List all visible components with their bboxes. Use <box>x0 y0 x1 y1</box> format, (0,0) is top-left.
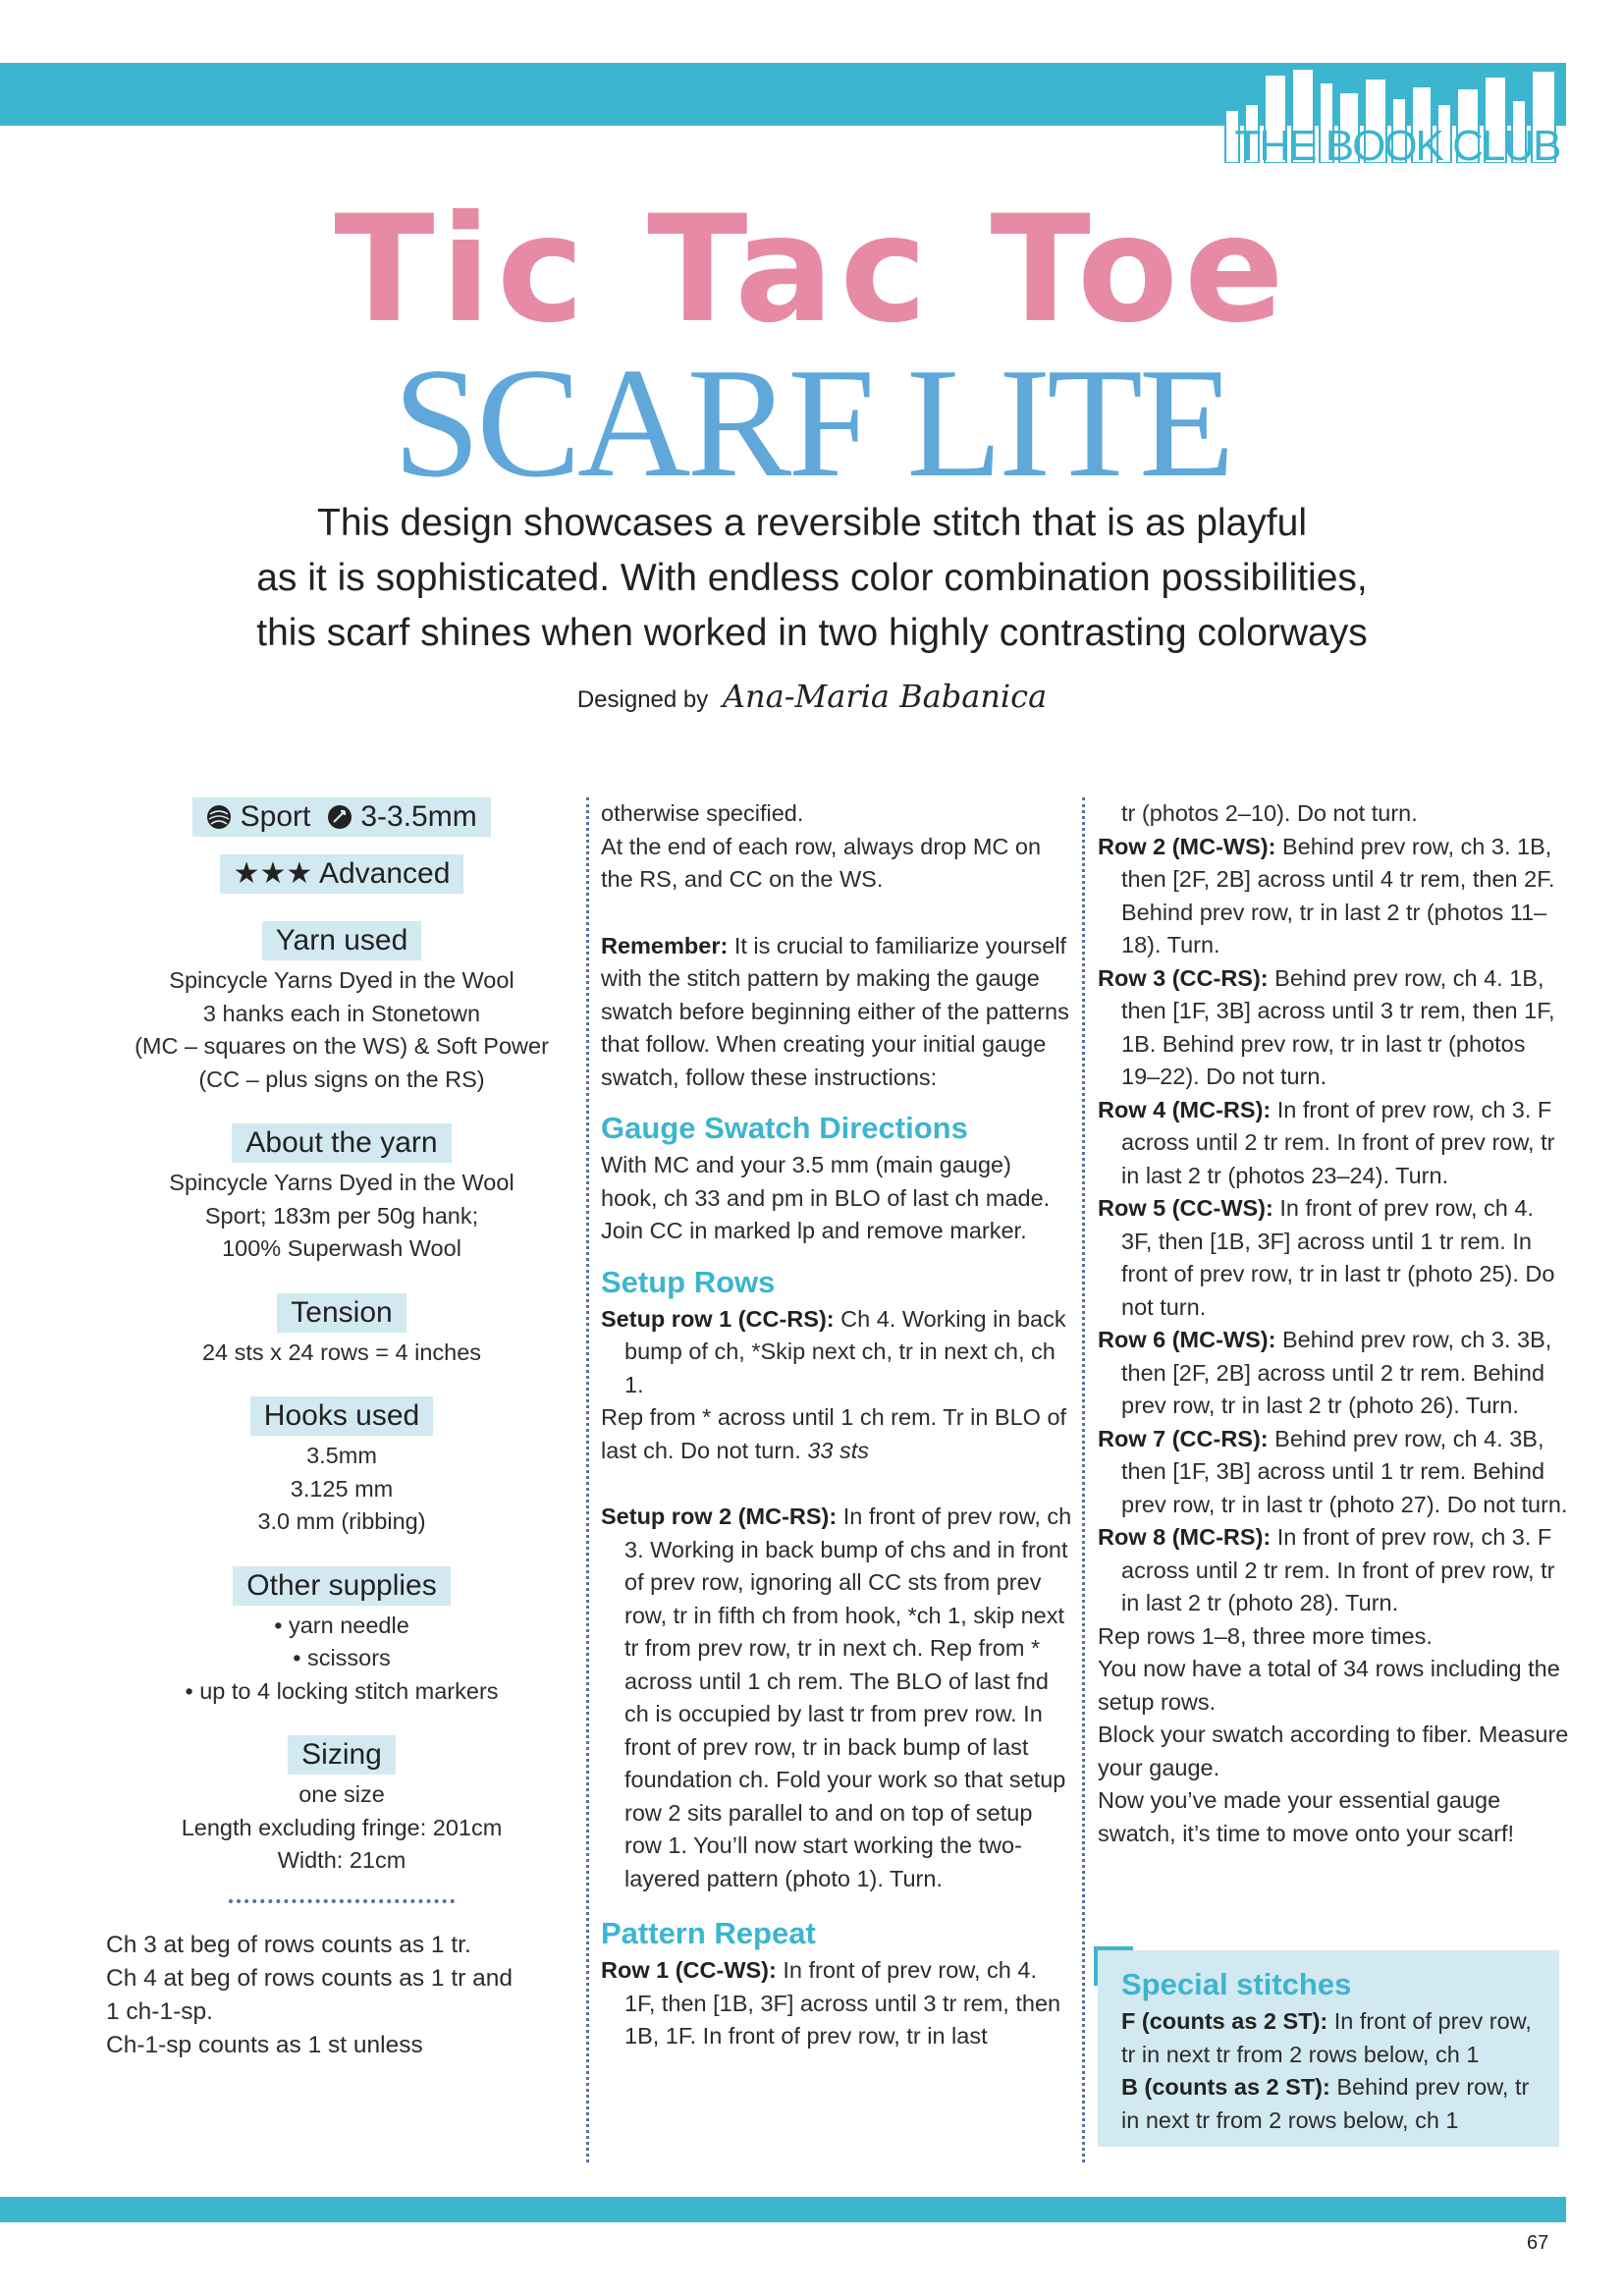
row-5 <box>1098 1192 1569 1324</box>
sizing-title: Sizing <box>288 1735 396 1775</box>
gauge-heading: Gauge Swatch Directions <box>601 1111 968 1145</box>
hook-icon <box>327 800 352 833</box>
skill-level-row <box>106 854 577 894</box>
section-label: THE BOOK CLUB <box>1234 122 1560 170</box>
row-3 <box>1098 962 1569 1094</box>
paragraph: otherwise specified. <box>601 800 804 826</box>
row-1-continued: tr (photos 2–10). Do not turn. <box>1121 800 1418 826</box>
setup-heading: Setup Rows <box>601 1264 776 1299</box>
hooks-text <box>106 1440 577 1539</box>
instructions-column-1 <box>601 797 1072 2053</box>
row-label: Row 7 (CC-RS): <box>1098 1425 1269 1451</box>
sizing-text <box>106 1778 577 1878</box>
intro-text <box>118 496 1506 661</box>
row-text: Behind prev row, ch 3. 1B, then [2F, 2B] across until 4 tr rem, then 2F. Behind prev row, tr in last 2 tr (photos 11–18). Turn. <box>1121 833 1555 957</box>
row-1-label: Row 1 (CC-WS): <box>601 1957 777 1983</box>
sizing-line: Length excluding fringe: 201cm <box>181 1814 503 1840</box>
stitch-notes <box>106 1929 577 2062</box>
column-divider <box>1082 797 1085 2162</box>
hook-line: 3.0 mm (ribbing) <box>257 1508 426 1534</box>
about-yarn-title: About the yarn <box>232 1123 451 1163</box>
pattern-repeat-heading: Pattern Repeat <box>601 1916 816 1950</box>
yarn-used-line: (CC – plus signs on the RS) <box>198 1066 485 1092</box>
paragraph: You now have a total of 34 rows including the setup rows. <box>1098 1656 1560 1715</box>
special-stitches-title: Special stitches <box>1121 1967 1352 2001</box>
paragraph: At the end of each row, always drop MC on the RS, and CC on the WS. <box>601 833 1042 892</box>
supply-line: • yarn needle <box>274 1612 409 1638</box>
row-6 <box>1098 1324 1569 1423</box>
special-f-label: F (counts as 2 ST): <box>1121 2008 1328 2034</box>
row-text: In front of prev row, ch 4. 3F, then [1B, 3F] across until 1 tr rem. In front of prev row, tr in last tr (photo 25). Do not turn. <box>1121 1195 1555 1320</box>
sizing-heading <box>106 1735 577 1775</box>
sizing-line: one size <box>298 1781 385 1807</box>
yarn-used-heading <box>106 921 577 960</box>
title-line-2: SCARF LITE <box>393 335 1231 510</box>
dotted-divider <box>229 1899 455 1903</box>
yarn-used-line: (MC – squares on the WS) & Soft Power <box>135 1033 549 1059</box>
row-2 <box>1098 831 1569 962</box>
column-divider <box>586 797 589 2162</box>
setup-row-2 <box>601 1501 1072 1895</box>
row-text: Behind prev row, ch 4. 3B, then [1F, 3B] across until 1 tr rem. Behind prev row, tr in last tr (photo 27). Do not turn. <box>1121 1425 1568 1517</box>
yarn-weight: Sport <box>240 800 311 833</box>
note-line: Ch-1-sp counts as 1 st unless <box>106 2031 423 2058</box>
paragraph: Block your swatch according to fiber. Measure your gauge. <box>1098 1722 1569 1780</box>
setup-row-1-repeat <box>601 1401 1072 1467</box>
row-text: Behind prev row, ch 4. 1B, then [1F, 3B] across until 3 tr rem, then 1F, 1B. Behind prev row, tr in last tr (photos 19–22). Do not turn. <box>1121 964 1555 1089</box>
row-text: In front of prev row, ch 3. F across until 2 tr rem. In front of prev row, tr in last 2 tr (photo 28). Turn. <box>1121 1524 1555 1615</box>
row-text: Behind prev row, ch 3. 3B, then [2F, 2B] across until 2 tr rem. Behind prev row, tr in last 2 tr (photo 26). Turn. <box>1121 1327 1552 1418</box>
designer-name: Ana-Maria Babanica <box>722 678 1048 715</box>
hook-line: 3.5mm <box>306 1443 377 1468</box>
skill-level: ★★★ Advanced <box>220 854 464 894</box>
bottom-color-band <box>0 2197 1566 2222</box>
hook-line: 3.125 mm <box>290 1475 394 1502</box>
about-yarn-line: 100% Superwash Wool <box>222 1235 461 1261</box>
row-1-text: In front of prev row, ch 4. 1F, then [1B, 3F] across until 3 tr rem, then 1B, 1F. In front of prev row, tr in last <box>624 1957 1061 2049</box>
yarn-used-line: 3 hanks each in Stonetown <box>202 1000 481 1026</box>
remember-text: It is crucial to familiarize yourself with the stitch pattern by making the gauge swatch before beginning either of the patterns that follow. When creating your initial gauge swatch, follow these instructions: <box>601 932 1069 1090</box>
about-yarn-line: Sport; 183m per 50g hank; <box>204 1202 479 1229</box>
special-stitches-box <box>1098 1950 1559 2147</box>
tension-title: Tension <box>277 1293 406 1333</box>
special-b-text: Behind prev row, tr in next tr from 2 rows below, ch 1 <box>1121 2074 1530 2133</box>
hooks-heading <box>106 1396 577 1436</box>
about-yarn-heading <box>106 1123 577 1163</box>
row-text: In front of prev row, ch 3. F across until 2 tr rem. In front of prev row, tr in last 2 tr (photos 23–24). Turn. <box>1121 1096 1555 1188</box>
note-line: Ch 4 at beg of rows counts as 1 tr and <box>106 1964 514 1992</box>
hook-size: 3-3.5mm <box>360 800 477 833</box>
special-f <box>1121 2005 1543 2071</box>
page-number: 67 <box>1527 2232 1549 2254</box>
row-7 <box>1098 1423 1569 1522</box>
supplies-text <box>106 1610 577 1709</box>
remember-paragraph <box>601 930 1072 1095</box>
intro-line: as it is sophisticated. With endless color combination possibilities, <box>256 557 1368 599</box>
supplies-title: Other supplies <box>233 1566 450 1606</box>
tension-text: 24 sts x 24 rows = 4 inches <box>201 1339 482 1365</box>
row-8 <box>1098 1521 1569 1620</box>
special-b-label: B (counts as 2 ST): <box>1121 2074 1330 2100</box>
title-line-1: Tic Tac Toe <box>334 185 1290 355</box>
yarn-used-text <box>106 964 577 1096</box>
setup-row-1-text: Ch 4. Working in back bump of ch, *Skip next ch, tr in next ch, ch 1. <box>624 1305 1066 1397</box>
yarn-used-line: Spincycle Yarns Dyed in the Wool <box>169 967 514 993</box>
about-yarn-text <box>106 1167 577 1266</box>
setup-row-1 <box>601 1303 1072 1402</box>
note-line: Ch 3 at beg of rows counts as 1 tr. <box>106 1931 471 1958</box>
stitch-count: 33 sts <box>807 1437 870 1463</box>
row-label: Row 5 (CC-WS): <box>1098 1195 1273 1221</box>
instructions-column-2 <box>1098 797 1569 1850</box>
designer-credit <box>0 678 1624 715</box>
sidebar-column <box>106 797 577 2062</box>
setup-row-1-repeat-text: Rep from * across until 1 ch rem. Tr in BLO of last ch. Do not turn. <box>601 1404 1067 1463</box>
tension-heading <box>106 1293 577 1333</box>
about-yarn-line: Spincycle Yarns Dyed in the Wool <box>169 1170 514 1195</box>
row-label: Row 2 (MC-WS): <box>1098 833 1276 859</box>
sizing-line: Width: 21cm <box>277 1847 406 1873</box>
row-label: Row 4 (MC-RS): <box>1098 1096 1272 1122</box>
supply-line: • up to 4 locking stitch markers <box>185 1677 499 1704</box>
row-4 <box>1098 1094 1569 1193</box>
yarn-used-title: Yarn used <box>262 921 422 960</box>
remember-label: Remember: <box>601 932 729 958</box>
gauge-text: With MC and your 3.5 mm (main gauge) hook, ch 33 and pm in BLO of last ch made. Join CC in marked lp and remove marker. <box>601 1152 1051 1243</box>
intro-line: This design showcases a reversible stitch that is as playful <box>317 502 1307 544</box>
setup-row-2-label: Setup row 2 (MC-RS): <box>601 1503 838 1529</box>
setup-row-1-label: Setup row 1 (CC-RS): <box>601 1305 835 1332</box>
note-line: 1 ch-1-sp. <box>106 1997 213 2025</box>
intro-line: this scarf shines when worked in two highly contrasting colorways <box>256 612 1368 654</box>
paragraph: Rep rows 1–8, three more times. <box>1098 1622 1433 1649</box>
yarn-ball-icon <box>206 800 232 833</box>
supplies-heading <box>106 1566 577 1606</box>
weight-hook-row <box>106 797 577 837</box>
special-f-text: In front of prev row, tr in next tr from 2 rows below, ch 1 <box>1121 2008 1532 2067</box>
paragraph: Now you’ve made your essential gauge swatch, it’s time to move onto your scarf! <box>1098 1787 1515 1846</box>
row-label: Row 6 (MC-WS): <box>1098 1327 1276 1352</box>
row-label: Row 8 (MC-RS): <box>1098 1524 1272 1550</box>
row-1 <box>601 1954 1072 2053</box>
setup-row-2-text: In front of prev row, ch 3. Working in back bump of chs and in front of prev row, ignoring all CC sts from prev row, tr in fifth ch from hook, *ch 1, skip next tr from prev row, tr in next ch. Rep from * across until 1 ch rem. The BLO of last fnd ch is occupied by last tr from prev row. In front of prev row, tr in back bump of last foundation ch. Fold your work so that setup row 2 sits parallel to and on top of setup row 1. You’ll now start working the two-layered pattern (photo 1). Turn. <box>624 1503 1072 1891</box>
designer-prefix: Designed by <box>576 686 709 713</box>
hooks-title: Hooks used <box>250 1396 433 1436</box>
supply-line: • scissors <box>293 1645 391 1670</box>
row-label: Row 3 (CC-RS): <box>1098 964 1269 991</box>
special-b <box>1121 2071 1543 2137</box>
